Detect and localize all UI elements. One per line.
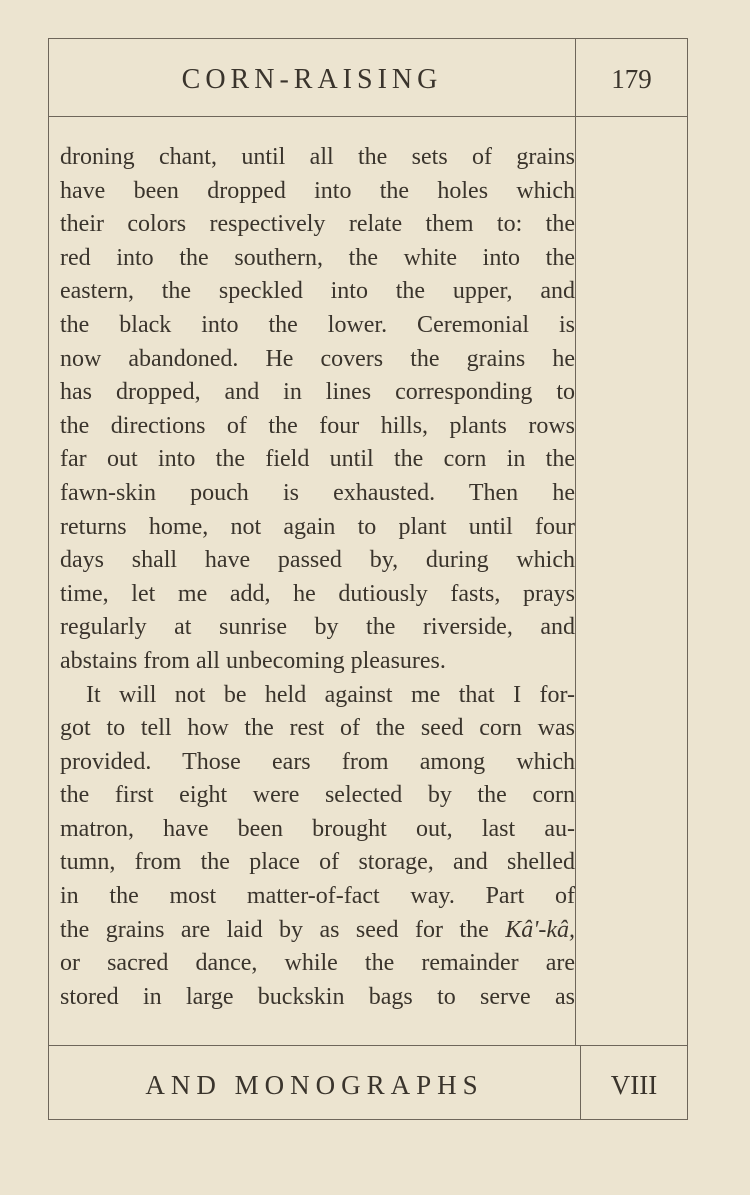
text-line: droning chant, until all the sets of grains — [60, 144, 575, 170]
page-footer — [49, 1045, 687, 1119]
text-line: far out into the field until the corn in the — [60, 446, 575, 473]
text-line: days shall have passed by, during which — [60, 547, 575, 574]
text-line: fawn-skin pouch is exhausted. Then he — [60, 479, 575, 506]
text-line-part: the grains are laid by as seed for the — [60, 916, 489, 943]
series-title: AND MONOGRAPHS — [49, 1046, 581, 1120]
text-line: got to tell how the rest of the seed corn was — [60, 715, 575, 742]
text-line: the first eight were selected by the corn — [60, 782, 575, 809]
text-line-with-term — [60, 914, 575, 948]
text-line: their colors respectively relate them to: the — [60, 211, 575, 238]
text-line: or sacred dance, while the remainder are — [60, 950, 575, 977]
body-text — [49, 117, 576, 1045]
text-line: the black into the lower. Ceremonial is — [60, 311, 575, 338]
page-body — [49, 117, 687, 1045]
page-header — [49, 39, 687, 117]
text-line: red into the southern, the white into the — [60, 244, 575, 271]
page-number: 179 — [611, 64, 652, 94]
text-line: stored in large buckskin bags to serve as — [60, 983, 575, 1010]
text-line: It will not be held against me that I for- — [86, 681, 575, 708]
text-line: regularly at sunrise by the riverside, and — [60, 614, 575, 641]
text-line: have been dropped into the holes which — [60, 177, 575, 204]
text-line: in the most matter-of-fact way. Part of — [60, 883, 575, 910]
text-line: provided. Those ears from among which — [60, 748, 575, 775]
text-line: tumn, from the place of storage, and shelled — [60, 849, 575, 876]
text-line: eastern, the speckled into the upper, and — [60, 278, 575, 305]
volume-number: VIII — [610, 1070, 658, 1100]
text-line: now abandoned. He covers the grains he — [60, 345, 575, 372]
text-line: time, let me add, he dutiously fasts, prays — [60, 580, 575, 607]
text-line: has dropped, and in lines corresponding to — [60, 379, 575, 406]
text-line: returns home, not again to plant until four — [60, 513, 575, 540]
text-line: abstains from all unbecoming pleasures. — [60, 647, 446, 674]
italic-term: Kâ'-kâ, — [505, 916, 576, 943]
running-title: CORN-RAISING — [49, 39, 576, 117]
text-line: the directions of the four hills, plants rows — [60, 412, 575, 439]
text-line: matron, have been brought out, last au- — [60, 815, 575, 842]
page-frame — [48, 38, 688, 1120]
